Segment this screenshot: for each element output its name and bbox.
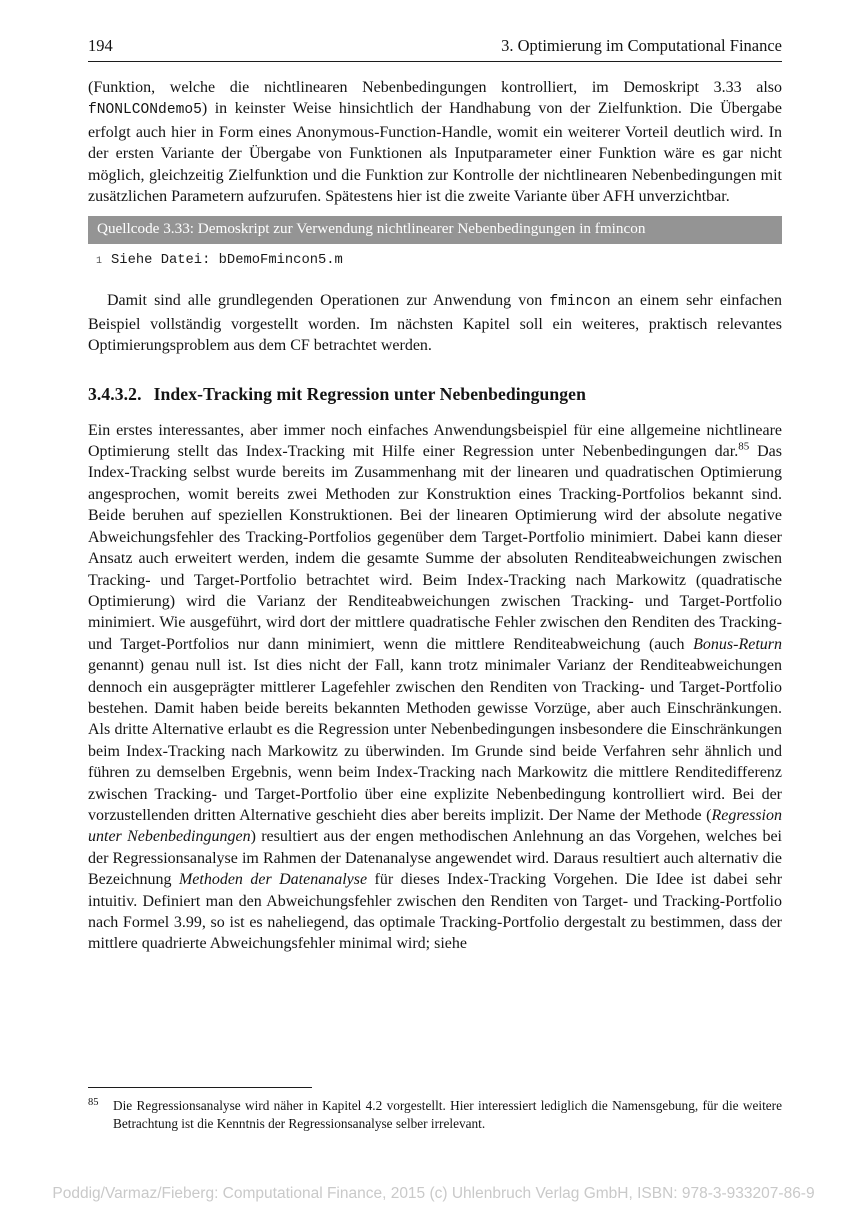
paragraph-text: Ein erstes interessantes, aber immer noch einfaches Anwendungsbeispiel für eine allgemeine nichtlineare Optimierung stellt das Index-Tracking mit Hilfe einer Regression unter Nebenbedingungen dar. [88,421,782,461]
page-content [88,36,782,955]
running-title: 3. Optimierung im Computational Finance [501,36,782,55]
footnote-rule [88,1087,312,1088]
paragraph-text: (Funktion, welche die nichtlinearen Nebenbedingungen kontrolliert, im Demoskript 3.33 also [88,79,782,96]
footnote-reference: 85 [738,440,750,453]
footnote-85 [88,1097,782,1132]
paragraph-text: genannt) genau null ist. Ist dies nicht der Fall, kann trotz minimaler Varianz der Renditeabweichungen dennoch ein ausgeprägter mittlerer Lagefehler zwischen den Renditen von Tracking- und Target-Portfolio bestehen. Damit haben beide bereits bekannten Methoden gewisse Vorzüge, aber auch Einschränkungen. Als dritte Alternative erlaubt es die Regression unter Nebenbedingungen insbesondere die Einschränkungen beim Index-Tracking nach Markowitz zu überwinden. Im Grunde sind beide Verfahren sehr ähnlich und führen zu demselben Ergebnis, wenn beim Index-Tracking nach Markowitz die mittlere Renditedifferenz zwischen Tracking- und Target-Portfolio über eine explizite Nebenbedingung kontrolliert wird. Bei der vorzustellenden dritten Alternative geschieht dies aber bereits implizit. Der Name der Methode ( [88,657,782,824]
code-listing-box [88,216,782,278]
code-listing-caption: Quellcode 3.33: Demoskript zur Verwendung nichtlinearer Nebenbedingungen in fmincon [88,216,782,244]
page-number: 194 [88,36,113,55]
paragraph-text: ) resultiert aus der engen methodischen Anlehnung an das Vorgehen, welches bei der Regressionsanalyse im Rahmen der Datenanalyse angewendet wird. Daraus resultiert auch alternativ die Bezeichnung [88,828,782,889]
paragraph-text: an einem sehr einfachen Beispiel vollständig vorgestellt worden. Im nächsten Kapitel soll ein weiteres, praktisch relevantes Optimierungsproblem aus dem CF betrachtet werden. [88,292,782,355]
paragraph-fmincon-summary [88,290,782,356]
paragraph-index-tracking [88,420,782,955]
paragraph-fmincon-handling [88,77,782,207]
code-text: Siehe Datei: bDemoFmincon5.m [111,253,343,269]
code-line [88,244,782,278]
paragraph-text: Damit sind alle grundlegenden Operationen zur Anwendung von [107,292,550,310]
section-title: Index-Tracking mit Regression unter Nebenbedingungen [153,383,586,404]
paragraph-text: ) in keinster Weise hinsichtlich der Handhabung von der Zielfunktion. Die Übergabe erfolgt auch hier in Form eines Anonymous-Function-Handle, womit ein weiterer Vorteil deutlich wird. In der ersten Variante der Übergabe von Funktionen als Inputparameter einer Funktion wäre es gar nicht möglich, gleichzeitig Zielfunktion und die Funktion zur Kontrolle der nichtlinearen Nebenbedingungen mit zusätzlichen Parametern aufzurufen. Spätestens hier ist die zweite Variante über AFH unverzichtbar. [88,100,782,206]
page-header [88,36,782,62]
section-heading [88,384,782,405]
paragraph-text: Das Index-Tracking selbst wurde bereits im Zusammenhang mit der linearen und quadratischen Optimierung angesprochen, womit bereits zwei Methoden zur Konstruktion eines Tracking-Portfolios bekannt sind. Beide beruhen auf speziellen Konstruktionen. Bei der linearen Optimierung wird der absolute negative Abweichungsfehler des Tracking-Portfolios gegenüber dem Target-Portfolio minimiert. Dabei kann dieser Ansatz auch erweitert werden, indem die gesamte Summe der absoluten Renditeabweichungen zwischen Tracking- und Target-Portfolio betrachtet wird. Beim Index-Tracking nach Markowitz (quadratische Optimierung) wird die Varianz der Renditeabweichungen zwischen Tracking- und Target-Portfolio minimiert. Wie ausgeführt, wird dort der mittlere quadratische Fehler zwischen den Renditen des Tracking- und Target-Portfolios nur dann minimiert, wenn die mittlere Renditeabweichung (auch [88,443,782,653]
italic-term-methoden: Methoden der Datenanalyse [178,871,368,889]
inline-code-fnonlcondemo5: fNONLCONdemo5 [88,102,202,119]
paragraph-text: für dieses Index-Tracking Vorgehen. Die Idee ist dabei sehr intuitiv. Definiert man den Abweichungsfehler zwischen den Renditen von Target- und Tracking-Portfolio nach Formel 3.99, so ist es naheliegend, das optimale Tracking-Portfolio dergestalt zu bestimmen, dass der mittlere quadrierte Abweichungsfehler minimal wird; siehe [88,871,783,953]
inline-code-fmincon: fmincon [549,294,611,311]
section-number: 3.4.3.2. [88,383,142,404]
italic-term-bonus-return: Bonus-Return [693,635,782,653]
footnote-block [88,1087,782,1132]
italic-term-regression: Regression unter Nebenbedingungen [88,806,782,846]
code-line-number: 1 [96,256,103,268]
copyright-footer: Poddig/Varmaz/Fieberg: Computational Finance, 2015 (c) Uhlenbruch Verlag GmbH, ISBN: 978-3-933207-86-9 [52,1185,815,1202]
footnote-number: 85 [88,1097,99,1108]
footnote-text: Die Regressionsanalyse wird näher in Kapitel 4.2 vorgestellt. Hier interessiert lediglich die Namensgebung, für die weitere Betrachtung ist die Kenntnis der Regressionsanalyse selber irrelevant. [113,1098,782,1131]
